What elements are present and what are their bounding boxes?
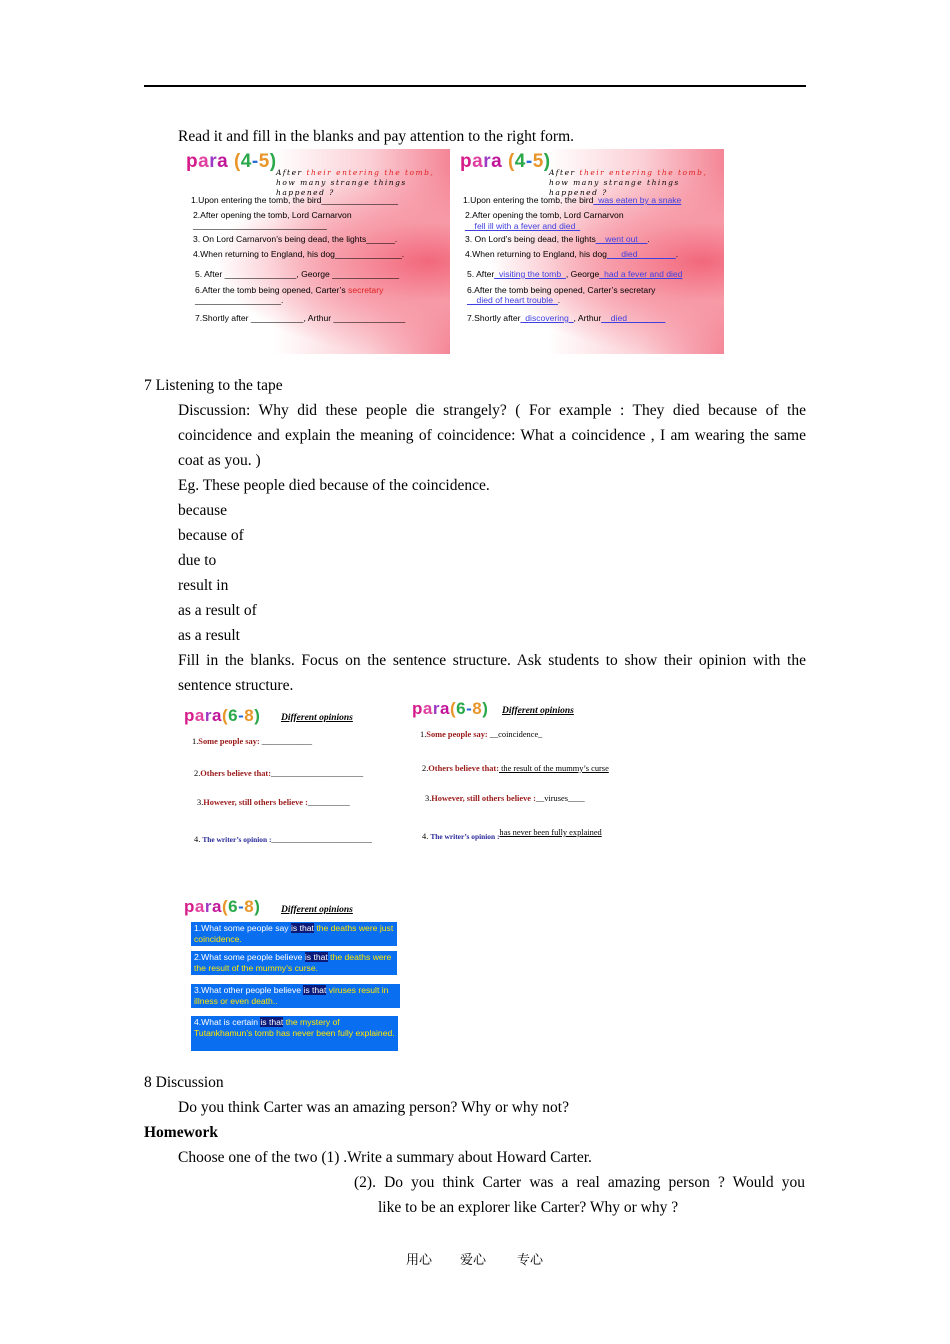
- answer-line-2b: __fell ill with a fever and died_: [465, 221, 581, 231]
- slide-subtitle: Different opinions: [281, 713, 353, 723]
- header-rule: [144, 85, 806, 87]
- slide-subtitle: After their entering the tomb, how many strange things happened ?: [276, 168, 435, 197]
- opinion-line-4: 4. The writer’s opinion :________________________: [194, 835, 372, 844]
- section7-heading: 7 Listening to the tape: [144, 377, 283, 394]
- answer-line-5: 5. After_visiting the tomb_, George_had a fever and died: [467, 269, 683, 279]
- slide-para68-blank: [180, 700, 405, 860]
- answer-line-4: 4.When returning to England, his dog___died________.: [465, 249, 679, 259]
- homework-line-1: Choose one of the two (1) .Write a summary about Howard Carter.: [178, 1149, 592, 1166]
- blank-line-1: 1.Upon entering the tomb, the bird________________: [191, 195, 398, 205]
- slide-para68-answers: [408, 697, 628, 857]
- section8-heading: 8 Discussion: [144, 1074, 224, 1091]
- slide-para68-structure: [180, 893, 410, 1058]
- slide-subtitle: Different opinions: [502, 706, 574, 716]
- footer-word: 专心: [517, 1253, 544, 1268]
- answer-line-6: 6.After the tomb being opened, Carter’s secretary: [467, 285, 656, 295]
- phrase-item: as a result of: [178, 602, 257, 619]
- homework-heading: Homework: [144, 1124, 219, 1141]
- opinion-line-2: 2.Others believe that:______________________: [194, 769, 364, 778]
- blank-line-2b: ____________________________: [193, 220, 327, 230]
- slide-title: para(6-8): [412, 699, 489, 718]
- answer-line-2: 2.After opening the tomb, Lord Carnarvon: [465, 210, 624, 220]
- structure-box-4: 4.What is certain is that the mystery of Tutankhamun’s tomb has never been fully explained.: [191, 1016, 398, 1051]
- opinion-line-3: 3.However, still others believe :__________: [197, 798, 350, 807]
- intro-text: Read it and fill in the blanks and pay attention to the right form.: [178, 128, 575, 145]
- answer-line-1: 1.Upon entering the tomb, the bird_was eaten by a snake: [463, 195, 682, 205]
- section7-example: Eg. These people died because of the coincidence.: [178, 477, 490, 494]
- footer-word: 爱心: [460, 1253, 487, 1268]
- blank-line-7: 7.Shortly after ___________, Arthur _______________: [195, 313, 406, 323]
- section7-fill-instructions: Fill in the blanks. Focus on the sentence structure. Ask students to show their opinion with the sentence structure.: [178, 652, 806, 694]
- slide-title: para(6-8): [184, 706, 261, 725]
- blank-line-6: 6.After the tomb being opened, Carter’s secretary: [195, 285, 384, 295]
- homework-line-2: (2). Do you think Carter was a real amazing person ? Would you: [354, 1174, 805, 1191]
- structure-box-3: 3.What other people believe is that viruses result in illness or even death..: [191, 984, 400, 1008]
- opinion-answer-1: 1.Some people say: __coincidence_: [420, 730, 543, 739]
- slide-title: para(6-8): [184, 897, 261, 916]
- homework-line-3: like to be an explorer like Carter? Why or why ?: [378, 1199, 679, 1216]
- blank-line-3: 3. On Lord Carnarvon’s being dead, the lights______.: [193, 234, 398, 244]
- slide-subtitle: Different opinions: [281, 905, 353, 915]
- slide-para45-answers: [452, 149, 724, 354]
- section8-question: Do you think Carter was an amazing person? Why or why not?: [178, 1099, 569, 1116]
- phrase-item: as a result: [178, 627, 240, 644]
- slide-title: para (4-5): [460, 151, 551, 172]
- answer-line-6b: __died of heart trouble_.: [467, 295, 561, 305]
- opinion-answer-4: 4. The writer’s opinion :has never been fully explained: [422, 828, 602, 841]
- structure-box-2: 2.What some people believe is that the deaths were the result of the mummy’s curse.: [191, 951, 397, 975]
- blank-line-5: 5. After _______________, George ______________: [195, 269, 400, 279]
- slide-para45-blank: [178, 149, 450, 354]
- blank-line-2: 2.After opening the tomb, Lord Carnarvon: [193, 210, 352, 220]
- opinion-line-1: 1.Some people say: ____________: [192, 737, 313, 746]
- footer-word: 用心: [406, 1253, 433, 1268]
- answer-line-7: 7.Shortly after_discovering_, Arthur__died________: [467, 313, 666, 323]
- answer-line-3: 3. On Lord’s being dead, the lights__went out__.: [465, 234, 650, 244]
- opinion-answer-3: 3.However, still others believe :__viruses____: [425, 794, 585, 803]
- phrase-item: result in: [178, 577, 229, 594]
- phrase-item: because: [178, 502, 228, 519]
- blank-line-6b: __________________.: [195, 295, 284, 305]
- slide-subtitle: After their entering the tomb, how many strange things happened ?: [549, 168, 708, 197]
- opinion-answer-2: 2.Others believe that: the result of the mummy’s curse: [422, 764, 609, 773]
- phrase-item: due to: [178, 552, 217, 569]
- structure-box-1: 1.What some people say is that the deaths were just coincidence.: [191, 922, 397, 946]
- blank-line-4: 4.When returning to England, his dog______________.: [193, 249, 405, 259]
- slide-title: para (4-5): [186, 151, 277, 172]
- section7-discussion: Discussion: Why did these people die strangely? ( For example : They died because of the coincidence and explain the meaning of coincidence: What a coincidence , I am wearing the same coat as you. ): [178, 402, 806, 469]
- phrase-item: because of: [178, 527, 244, 544]
